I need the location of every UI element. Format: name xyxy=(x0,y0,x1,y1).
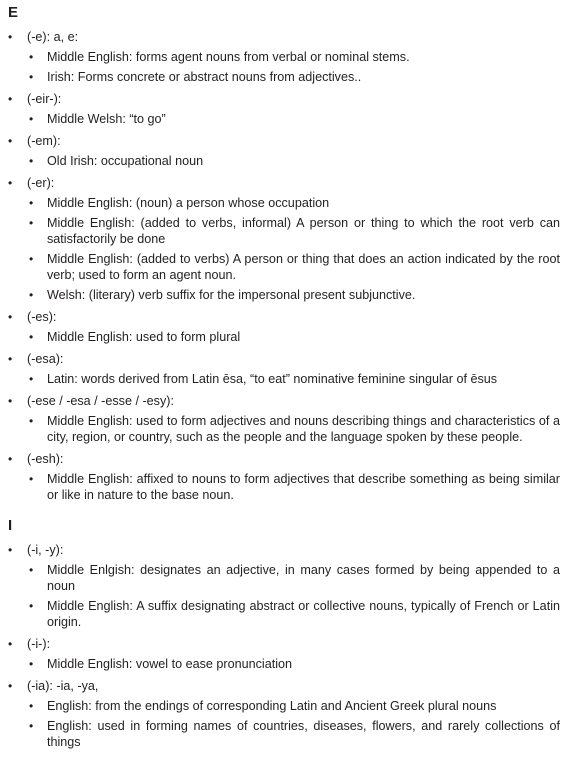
entry-heading: (-i-): xyxy=(27,637,51,651)
bullet-icon: • xyxy=(8,176,13,190)
sense-text: Middle English: A suffix designating abstract or collective nouns, typically of French or Latin origin. xyxy=(47,599,560,629)
sense-text: Middle English: affixed to nouns to form adjectives that describe something as being similar or like in nature to the base noun. xyxy=(47,472,560,502)
sense-item xyxy=(27,371,560,387)
sense-text: Middle Enlgish: designates an adjective, in many cases formed by being appended to a noun xyxy=(47,563,560,593)
sense-list xyxy=(27,413,560,445)
bullet-icon: • xyxy=(8,30,13,44)
bullet-icon: • xyxy=(29,699,34,713)
bullet-icon: • xyxy=(8,637,13,651)
bullet-icon: • xyxy=(29,372,34,386)
sense-item xyxy=(27,251,560,283)
entry-heading: (-esa): xyxy=(27,352,64,366)
entry-heading: (-ese / -esa / -esse / -esy): xyxy=(27,394,174,408)
sense-item xyxy=(27,656,560,672)
entry-item xyxy=(8,393,560,445)
sense-list xyxy=(27,195,560,303)
entry-heading: (-er): xyxy=(27,176,55,190)
entry-heading: (-es): xyxy=(27,310,57,324)
sense-list xyxy=(27,656,560,672)
entry-heading: (-i, -y): xyxy=(27,543,64,557)
entry-item xyxy=(8,309,560,345)
section-letter-heading: I xyxy=(8,517,13,534)
sense-item xyxy=(27,111,560,127)
sense-text: Welsh: (literary) verb suffix for the impersonal present subjunctive. xyxy=(47,288,416,302)
sense-list xyxy=(27,698,560,750)
sense-item xyxy=(27,598,560,630)
sense-list xyxy=(27,153,560,169)
bullet-icon: • xyxy=(8,394,13,408)
entry-item xyxy=(8,636,560,672)
sense-list xyxy=(27,562,560,630)
sense-item xyxy=(27,153,560,169)
entry-item xyxy=(8,542,560,630)
sense-item xyxy=(27,471,560,503)
entry-item xyxy=(8,351,560,387)
bullet-icon: • xyxy=(29,599,34,613)
bullet-icon: • xyxy=(29,719,34,733)
bullet-icon: • xyxy=(29,657,34,671)
sense-text: Middle English: (noun) a person whose occupation xyxy=(47,196,330,210)
entry-heading: (-eir-): xyxy=(27,92,62,106)
sense-text: Middle English: (added to verbs, informal) A person or thing to which the root verb can satisfactorily be done xyxy=(47,216,560,246)
bullet-icon: • xyxy=(29,196,34,210)
sense-item xyxy=(27,413,560,445)
sense-item xyxy=(27,287,560,303)
entry-item xyxy=(8,175,560,303)
sense-text: Latin: words derived from Latin ēsa, “to eat” nominative feminine singular of ēsus xyxy=(47,372,498,386)
entry-item xyxy=(8,29,560,85)
sense-item xyxy=(27,49,560,65)
section-letter-heading: E xyxy=(8,4,19,21)
sense-item xyxy=(27,698,560,714)
sense-text: Middle English: (added to verbs) A person or thing that does an action indicated by the root verb; used to form an agent noun. xyxy=(47,252,560,282)
bullet-icon: • xyxy=(8,92,13,106)
sense-item xyxy=(27,562,560,594)
bullet-icon: • xyxy=(29,112,34,126)
entry-heading: (-esh): xyxy=(27,452,64,466)
entry-list xyxy=(8,542,560,750)
bullet-icon: • xyxy=(29,414,34,428)
bullet-icon: • xyxy=(8,352,13,366)
sense-text: English: used in forming names of countries, diseases, flowers, and rarely collections of things xyxy=(47,719,560,749)
sense-item xyxy=(27,718,560,750)
sense-item xyxy=(27,195,560,211)
sense-list xyxy=(27,111,560,127)
sense-text: Middle English: vowel to ease pronunciation xyxy=(47,657,293,671)
bullet-icon: • xyxy=(8,452,13,466)
bullet-icon: • xyxy=(29,472,34,486)
bullet-icon: • xyxy=(29,154,34,168)
sense-list xyxy=(27,371,560,387)
bullet-icon: • xyxy=(29,330,34,344)
sense-list xyxy=(27,329,560,345)
bullet-icon: • xyxy=(8,134,13,148)
sense-list xyxy=(27,49,560,85)
sense-item xyxy=(27,329,560,345)
sense-list xyxy=(27,471,560,503)
bullet-icon: • xyxy=(29,70,34,84)
bullet-icon: • xyxy=(29,252,34,266)
sense-text: Middle English: forms agent nouns from verbal or nominal stems. xyxy=(47,50,410,64)
sense-text: Middle English: used to form adjectives and nouns describing things and characteristics of a city, region, or country, such as the people and the language spoken by these people. xyxy=(47,414,560,444)
entry-item xyxy=(8,133,560,169)
entry-heading: (-ia): -ia, -ya, xyxy=(27,679,99,693)
entry-item xyxy=(8,451,560,503)
bullet-icon: • xyxy=(8,543,13,557)
sense-text: Old Irish: occupational noun xyxy=(47,154,204,168)
sense-text: Middle Welsh: “to go” xyxy=(47,112,166,126)
bullet-icon: • xyxy=(29,216,34,230)
sense-item xyxy=(27,215,560,247)
sense-item xyxy=(27,69,560,85)
entry-item xyxy=(8,678,560,750)
entry-heading: (-e): a, e: xyxy=(27,30,79,44)
entry-list xyxy=(8,29,560,503)
glossary-sections xyxy=(8,3,560,750)
bullet-icon: • xyxy=(8,310,13,324)
sense-text: Middle English: used to form plural xyxy=(47,330,241,344)
bullet-icon: • xyxy=(29,563,34,577)
sense-text: Irish: Forms concrete or abstract nouns from adjectives.. xyxy=(47,70,362,84)
entry-heading: (-em): xyxy=(27,134,61,148)
sense-text: English: from the endings of corresponding Latin and Ancient Greek plural nouns xyxy=(47,699,497,713)
entry-item xyxy=(8,91,560,127)
bullet-icon: • xyxy=(8,679,13,693)
bullet-icon: • xyxy=(29,50,34,64)
bullet-icon: • xyxy=(29,288,34,302)
